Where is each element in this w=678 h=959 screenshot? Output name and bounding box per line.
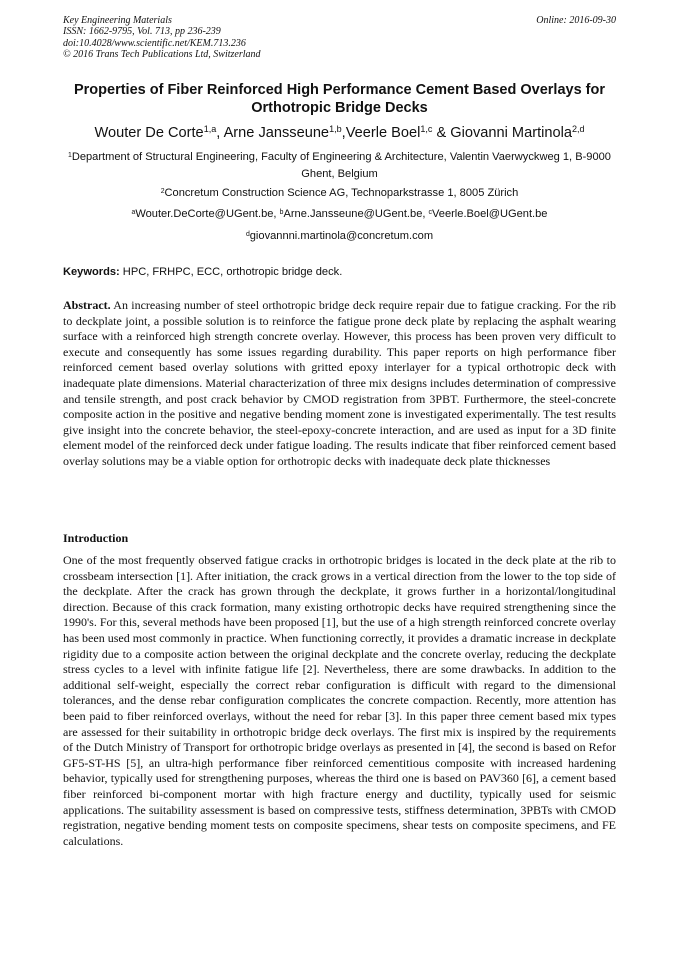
author-affiliation-mark: 1,b [329, 124, 342, 135]
author-list [60, 124, 619, 143]
affiliation-text: Department of Structural Engineering, Faculty of Engineering & Architecture, Valentin Vaerwyckweg 1, B-9000 Ghent, Belgium [71, 151, 611, 180]
affiliation-2 [60, 186, 619, 203]
author-separator: , [341, 125, 346, 141]
abstract-text: An increasing number of steel orthotropic bridge deck require repair due to fatigue cracking. For the rib to deckplate joint, a possible solution is to reinforce the fatigue prone deck plate by replacing the asphalt wearing surface with a reinforced high strength concrete overlay. However, this process has been proven very difficult to execute and consequently has some issues regarding durability. This paper reports on high performance fiber reinforced cement based overlay solutions with gritted epoxy interlayer for a typical orthotropic deck with inadequate plate dimensions. Material characterization of three mix designs includes determination of compressive and tensile strength, and post crack behavior by CMOD registration from 3PBT. Furthermore, the steel-concrete composite action in the positive and negative bending moment zone is investigated experimentally. The test results give insight into the concrete behavior, the steel-epoxy-concrete interaction, and are used as input for a 3D finite element model of the reinforced deck under fatigue loading. The results indicate that fiber reinforced cement based overlay solutions may be a viable option for orthotropic decks with inadequate deck plate thicknesses [63, 298, 616, 468]
author-name: Arne Jansseune [223, 125, 330, 141]
author-affiliation-mark: 2,d [571, 124, 585, 135]
journal-copyright: © 2016 Trans Tech Publications Ltd, Switzerland [63, 49, 261, 61]
email-address[interactable]: Veerle.Boel@UGent.be [431, 208, 548, 220]
affiliation-text: Concretum Construction Science AG, Technoparkstrasse 1, 8005 Zürich [164, 187, 519, 199]
email-mark: a [131, 208, 136, 216]
author-name: Wouter De Corte [94, 125, 204, 141]
author-separator: , [216, 125, 224, 141]
author-name: Giovanni Martinola [450, 125, 572, 141]
email-line [60, 207, 619, 224]
keywords-label: Keywords: [63, 266, 120, 278]
introduction-paragraph: One of the most frequently observed fatigue cracks in orthotropic bridges is located in the deck plate at the rib to crossbeam intersection [1]. After initiation, the crack grows in a vertical direction from the lower to the top side of the deckplate. After the crack has grown through the deckplate, it grows further in a horizontal/longitudinal direction. Because of this crack formation, many existing orthotropic decks have required strengthening since the 1990's. For this, several methods have been proposed [1], but the use of a high strength reinforced concrete overlay has been used most commonly in practice. When functioning correctly, it provides a dramatic increase in deckplate rigidity due to a composite action between the original deckplate and the concrete overlay, reducing the deckplate stress cycles to a level with infinite fatigue life [2]. Nevertheless, there are some drawbacks. In addition to the additional self-weight, especially the correct rebar configuration is difficult with regard to the dimensional tolerances, and the dense rebar configuration complicates the concrete compaction. Recently, more attention has been paid to fiber reinforced overlays, without the need for rebar [3]. In this paper three cement based mix types are assessed for their suitability in orthotropic bridge deck overlays. The first mix is inspired by the requirements of the Dutch Ministry of Transport for orthotropic bridge overlays as presented in [4], the second is based on Refor GF5-ST-HS [5], an ultra-high performance fiber reinforced cementitious composite with increased hardening behavior, typically used for strengthening purposes, whereas the third one is based on PAV360 [6], a cement based fiber reinforced bi-component mortar with high fracture energy and ductility, typically used for seismic applications. The suitability assessment is based on compressive tests, stiffness determination, 3PBTs with CMOD registration, negative bending moment tests on composite specimens, shear tests on composite specimens, and FE calculations. [63, 553, 616, 848]
journal-header [63, 15, 616, 61]
affiliation-1 [60, 150, 619, 181]
journal-name: Key Engineering Materials [63, 15, 172, 26]
email-mark: d [245, 230, 250, 238]
section-heading-introduction: Introduction [63, 531, 129, 545]
email-line-2 [60, 229, 619, 246]
affiliation-mark: 2 [160, 187, 165, 195]
keywords [63, 265, 616, 279]
journal-doi: doi:10.4028/www.scientific.net/KEM.713.236 [63, 37, 246, 49]
author-name: Veerle Boel [345, 125, 421, 141]
email-mark: b [279, 208, 284, 216]
affiliation-mark: 1 [68, 151, 72, 159]
email-address[interactable]: Arne.Jansseune@UGent.be, [283, 208, 426, 220]
author-affiliation-mark: 1,c [420, 124, 433, 135]
email-mark: c [428, 208, 432, 216]
abstract-label: Abstract. [63, 298, 111, 312]
email-address[interactable]: giovannni.martinola@concretum.com [249, 230, 434, 242]
email-address[interactable]: Wouter.DeCorte@UGent.be, [135, 208, 277, 220]
abstract [63, 298, 616, 470]
keywords-text: HPC, FRHPC, ECC, orthotropic bridge deck. [119, 266, 343, 278]
journal-issn: ISSN: 1662-9795, Vol. 713, pp 236-239 [63, 26, 221, 38]
online-date: Online: 2016-09-30 [536, 15, 616, 26]
author-affiliation-mark: 1,a [203, 124, 217, 135]
author-separator: & [432, 125, 451, 141]
paper-title: Properties of Fiber Reinforced High Performance Cement Based Overlays for Orthotropic Bridge Decks [73, 82, 605, 116]
